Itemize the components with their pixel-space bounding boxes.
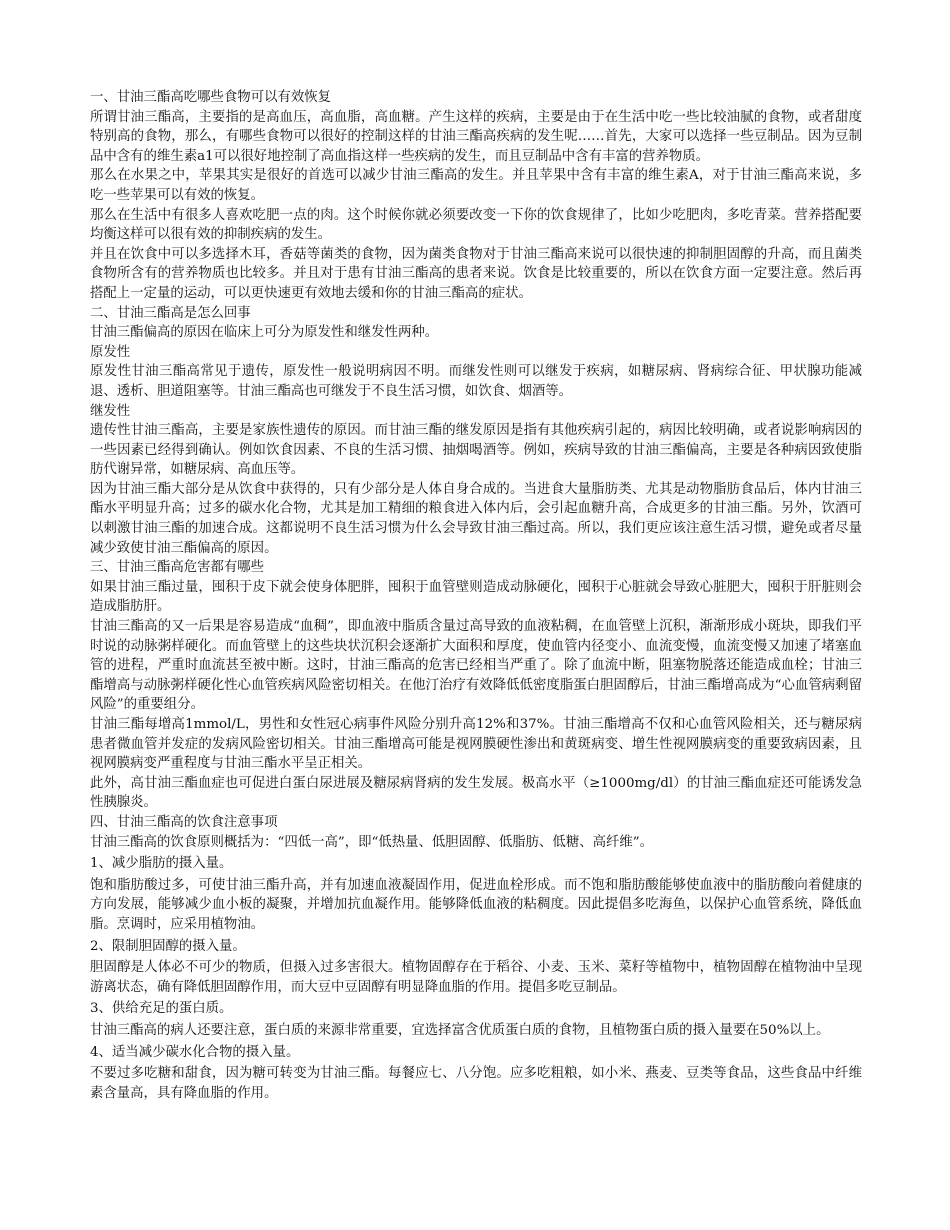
paragraph: 因为甘油三酯大部分是从饮食中获得的，只有少部分是人体自身合成的。当进食大量脂肪类、尤其是动物脂肪食品后，体内甘油三酯水平明显升高；过多的碳水化合物，尤其是加工精细的粮食进入体内后，会引起血糖升高，合成更多的甘油三酯。另外，饮酒可以刺激甘油三酯的加速合成。这都说明不良生活习惯为什么会导致甘油三酯过高。所以，我们更应该注意生活习惯，避免或者尽量减少致使甘油三酯偏高的原因。 bbox=[90, 481, 862, 556]
paragraph: 甘油三酯高的病人还要注意，蛋白质的来源非常重要，宜选择富含优质蛋白质的食物，且植物蛋白质的摄入量要在50%以上。 bbox=[90, 1022, 830, 1038]
paragraph: 甘油三酯偏高的原因在临床上可分为原发性和继发性两种。 bbox=[90, 325, 439, 341]
paragraph: 此外，高甘油三酯血症也可促进白蛋白尿进展及糖尿病肾病的发生发展。极高水平（≥1000mg/dl）的甘油三酯血症还可能诱发急性胰腺炎。 bbox=[90, 775, 862, 811]
document-body bbox=[90, 88, 862, 1103]
paragraph: 胆固醇是人体必不可少的物质，但摄入过多害很大。植物固醇存在于稻谷、小麦、玉米、菜籽等植物中，植物固醇在植物油中呈现游离状态，确有降低胆固醇作用，而大豆中豆固醇有明显降血脂的作用。提倡多吃豆制品。 bbox=[90, 960, 862, 995]
heading-section-3: 三、甘油三酯高危害都有哪些 bbox=[90, 560, 265, 576]
paragraph: 并且在饮食中可以多选择木耳，香菇等菌类的食物，因为菌类食物对于甘油三酯高来说可以很快速的抑制胆固醇的升高，而且菌类食物所含有的营养物质也比较多。并且对于患有甘油三酯高的患者来说。饮食是比较重要的，所以在饮食方面一定要注意。然后再搭配上一定量的运动，可以更快速更有效地去缓和你的甘油三酯高的症状。 bbox=[90, 246, 862, 301]
list-heading-4: 4、适当减少碳水化合物的摄入量。 bbox=[90, 1044, 300, 1060]
list-heading-1: 1、减少脂肪的摄入量。 bbox=[90, 856, 233, 872]
paragraph: 甘油三酯高的又一后果是容易造成“血稠”，即血液中脂质含量过高导致的血液粘稠，在血管壁上沉积，渐渐形成小斑块，即我们平时说的动脉粥样硬化。而血管壁上的这些块状沉积会逐渐扩大面积和厚度，使血管内径变小、血流变慢，血流变慢又加速了堵塞血管的进程，严重时血流甚至被中断。这时，甘油三酯高的危害已经相当严重了。除了血流中断，阻塞物脱落还能造成血栓；甘油三酯增高与动脉粥样硬化性心血管疾病风险密切相关。在他汀治疗有效降低低密度脂蛋白胆固醇后，甘油三酯增高成为“心血管病剩留风险”的重要组分。 bbox=[90, 619, 862, 713]
heading-section-4: 四、甘油三酯高的饮食注意事项 bbox=[90, 814, 278, 830]
paragraph: 那么在水果之中，苹果其实是很好的首选可以减少甘油三酯高的发生。并且苹果中含有丰富的维生素A，对于甘油三酯高来说，多吃一些苹果可以有效的恢复。 bbox=[90, 168, 862, 203]
heading-section-1: 一、甘油三酯高吃哪些食物可以有效恢复 bbox=[90, 90, 332, 105]
paragraph: 遗传性甘油三酯高，主要是家族性遗传的原因。而甘油三酯的继发原因是指有其他疾病引起的，病因比较明确，或者说影响病因的一些因素已经得到确认。例如饮食因素、不良的生活习惯、抽烟喝酒等。例如，疾病导致的甘油三酯偏高，主要是各种病因致使脂肪代谢异常，如糖尿病、高血压等。 bbox=[90, 423, 862, 478]
paragraph: 那么在生活中有很多人喜欢吃肥一点的肉。这个时候你就必须要改变一下你的饮食规律了，比如少吃肥肉，多吃青菜。营养搭配要均衡这样可以很有效的抑制疾病的发生。 bbox=[90, 207, 862, 243]
paragraph: 如果甘油三酯过量，囤积于皮下就会使身体肥胖，囤积于血管壁则造成动脉硬化，囤积于心脏就会导致心脏肥大，囤积于肝脏则会造成脂肪肝。 bbox=[90, 579, 862, 615]
subheading-primary: 原发性 bbox=[90, 344, 131, 360]
paragraph: 甘油三酯高的饮食原则概括为：“四低一高”，即“低热量、低胆固醇、低脂肪、低糖、高纤维”。 bbox=[90, 834, 654, 850]
list-heading-3: 3、供给充足的蛋白质。 bbox=[90, 1001, 233, 1017]
paragraph: 原发性甘油三酯高常见于遗传，原发性一般说明病因不明。而继发性则可以继发于疾病，如糖尿病、肾病综合征、甲状腺功能减退、透析、胆道阻塞等。甘油三酯高也可继发于不良生活习惯，如饮食、烟酒等。 bbox=[90, 364, 862, 399]
paragraph: 甘油三酯每增高1mmol/L，男性和女性冠心病事件风险分别升高12%和37%。甘油三酯增高不仅和心血管风险相关，还与糖尿病患者微血管并发症的发病风险密切相关。甘油三酯增高可能是视网膜硬性渗出和黄斑病变、增生性视网膜病变的重要致病因素，且视网膜病变严重程度与甘油三酯水平呈正相关。 bbox=[90, 717, 862, 772]
paragraph: 不要过多吃糖和甜食，因为糖可转变为甘油三酯。每餐应七、八分饱。应多吃粗粮，如小米、燕麦、豆类等食品，这些食品中纤维素含量高，具有降血脂的作用。 bbox=[90, 1066, 862, 1101]
list-heading-2: 2、限制胆固醇的摄入量。 bbox=[90, 938, 246, 954]
heading-section-2: 二、甘油三酯高是怎么回事 bbox=[90, 305, 251, 321]
subheading-secondary: 继发性 bbox=[90, 403, 131, 419]
paragraph: 饱和脂肪酸过多，可使甘油三酯升高，并有加速血液凝固作用，促进血栓形成。而不饱和脂肪酸能够使血液中的脂肪酸向着健康的方向发展，能够减少血小板的凝聚，并增加抗血凝作用。能够降低血液的粘稠度。因此提倡多吃海鱼，以保护心血管系统，降低血脂。烹调时，应采用植物油。 bbox=[90, 877, 862, 932]
paragraph: 所谓甘油三酯高，主要指的是高血压，高血脂，高血糖。产生这样的疾病，主要是由于在生活中吃一些比较油腻的食物，或者甜度特别高的食物，那么，有哪些食物可以很好的控制这样的甘油三酯高疾病的发生呢……首先，大家可以选择一些豆制品。因为豆制品中含有的维生素a1可以很好地控制了高血指这样一些疾病的发生，而且豆制品中含有丰富的营养物质。 bbox=[90, 109, 862, 164]
